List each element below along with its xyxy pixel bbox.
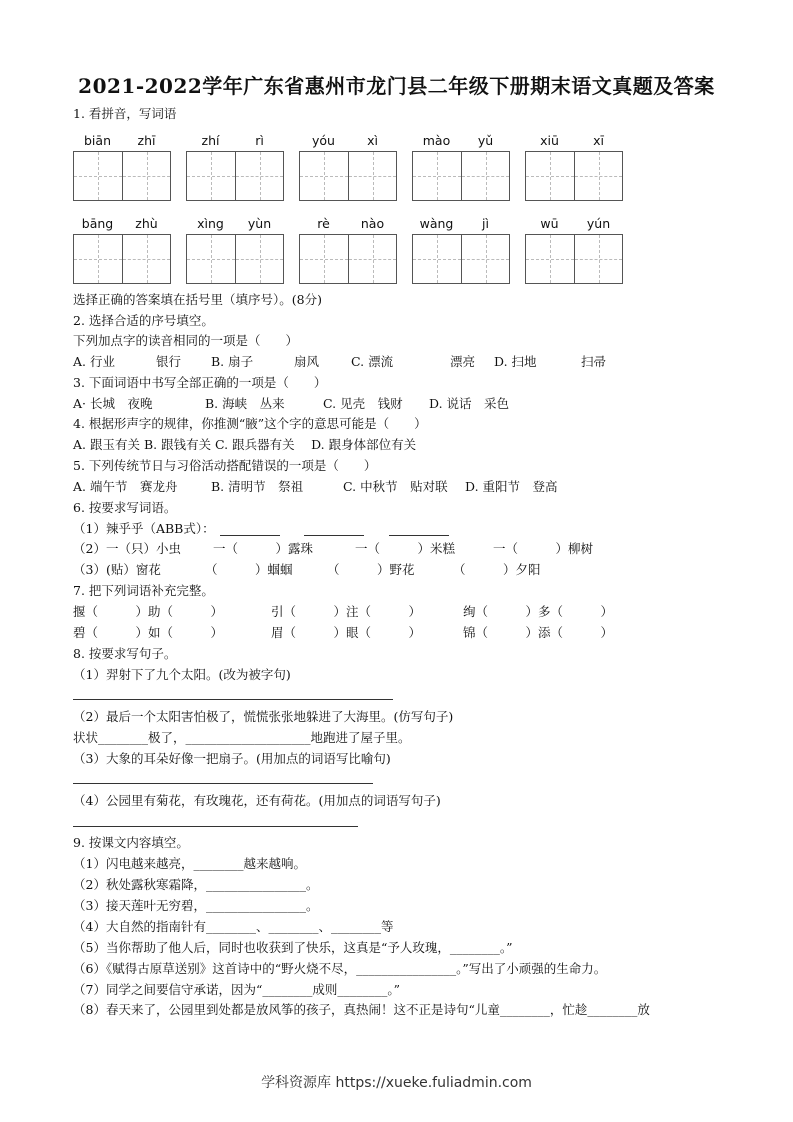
pinyin-label bbox=[186, 133, 284, 151]
q7-r1-a: 揠（ ）助（ ） bbox=[73, 604, 224, 619]
q3-opt-b: B. 海峡 丛来 bbox=[205, 396, 285, 411]
q6-l2-a: （2）一（只）小虫 bbox=[73, 541, 181, 556]
q9-item-3: （3）接天莲叶无穷碧，________________。 bbox=[73, 898, 319, 913]
answer-line bbox=[73, 783, 373, 784]
writing-cell[interactable] bbox=[461, 235, 510, 283]
writing-cell[interactable] bbox=[413, 152, 461, 200]
writing-grid bbox=[299, 234, 397, 284]
pinyin-syllable: zhí bbox=[201, 133, 220, 148]
q6-l2 bbox=[73, 541, 733, 557]
writing-cell[interactable] bbox=[526, 235, 574, 283]
q5-opt-a: A. 端午节 赛龙舟 bbox=[73, 479, 178, 494]
answer-blank bbox=[389, 535, 449, 536]
q2-opt-a2: 银行 bbox=[156, 354, 182, 369]
writing-cell[interactable] bbox=[235, 235, 284, 283]
q7-label: 7. 把下列词语补充完整。 bbox=[73, 583, 214, 598]
pinyin-word-group bbox=[73, 133, 171, 201]
q9-item-6: （6）《赋得古原草送别》这首诗中的“野火烧不尽，________________。”写出了小顽强的生命力。 bbox=[73, 961, 607, 976]
q6-l2-b: 一（ ）露珠 bbox=[213, 541, 314, 556]
pinyin-syllable: xī bbox=[593, 133, 604, 148]
q8-s3: （3）大象的耳朵好像一把扇子。(用加点的词语写比喻句) bbox=[73, 751, 391, 766]
q2-label: 2. 选择合适的序号填空。 bbox=[73, 313, 214, 328]
q3-opt-a: A· 长城 夜晚 bbox=[73, 396, 153, 411]
q9-label: 9. 按课文内容填空。 bbox=[73, 835, 189, 850]
pinyin-label bbox=[525, 216, 623, 234]
pinyin-syllable: xiū bbox=[540, 133, 559, 148]
q7-r2-a: 碧（ ）如（ ） bbox=[73, 625, 224, 640]
q9-item-1: （1）闪电越来越亮，________越来越响。 bbox=[73, 856, 306, 871]
answer-blank bbox=[220, 535, 280, 536]
writing-grid bbox=[73, 151, 171, 201]
q8-label: 8. 按要求写句子。 bbox=[73, 646, 177, 661]
writing-cell[interactable] bbox=[348, 235, 397, 283]
q2-options bbox=[73, 354, 733, 370]
q5-options bbox=[73, 479, 733, 495]
pinyin-label bbox=[299, 133, 397, 151]
pinyin-label bbox=[186, 216, 284, 234]
pinyin-word-group bbox=[525, 133, 623, 201]
q6-label: 6. 按要求写词语。 bbox=[73, 500, 177, 515]
pinyin-syllable: wàng bbox=[419, 216, 454, 231]
q6-l3-c: （ ）野花 bbox=[327, 562, 415, 577]
q2-opt-c2: 漂亮 bbox=[450, 354, 476, 369]
q6-l3-b: （ ）蝈蝈 bbox=[205, 562, 293, 577]
q9-item-8: （8）春天来了，公园里到处都是放风筝的孩子，真热闹！这不正是诗句“儿童________，忙趁________放 bbox=[73, 1002, 650, 1017]
q8-s4: （4）公园里有菊花，有玫瑰花，还有荷花。(用加点的词语写句子) bbox=[73, 793, 441, 808]
pinyin-label bbox=[525, 133, 623, 151]
q6-l3-a: （3）(贴）窗花 bbox=[73, 562, 161, 577]
pinyin-syllable: yǔ bbox=[477, 133, 494, 148]
pinyin-word-group bbox=[299, 216, 397, 284]
pinyin-label bbox=[412, 216, 510, 234]
writing-cell[interactable] bbox=[187, 235, 235, 283]
writing-grid bbox=[186, 151, 284, 201]
writing-grid bbox=[525, 151, 623, 201]
footer-watermark: 学科资源库 https://xueke.fuliadmin.com bbox=[261, 1075, 532, 1091]
pinyin-word-group bbox=[186, 133, 284, 201]
q8-s2b: 状状________极了，____________________地跑进了屋子里。 bbox=[73, 730, 411, 745]
pinyin-word-group bbox=[412, 216, 510, 284]
q6-l2-c: 一（ ）米糕 bbox=[355, 541, 456, 556]
q6-l1-text: （1）辣乎乎（ABB式）： bbox=[73, 521, 215, 536]
q2-opt-b2: 扇风 bbox=[294, 354, 320, 369]
q7-r2-b: 眉（ ）眼（ ） bbox=[271, 625, 422, 640]
q6-l2-d: 一（ ）柳树 bbox=[493, 541, 594, 556]
q4-options: A. 跟玉有关 B. 跟钱有关 C. 跟兵器有关 D. 跟身体部位有关 bbox=[73, 437, 417, 452]
pinyin-syllable: zhī bbox=[137, 133, 156, 148]
q3-opt-c: C. 见壳 钱财 bbox=[323, 396, 403, 411]
writing-cell[interactable] bbox=[74, 235, 122, 283]
q7-r2-c: 锦（ ）添（ ） bbox=[463, 625, 614, 640]
writing-grid bbox=[412, 234, 510, 284]
q8-s1: （1）羿射下了九个太阳。(改为被字句) bbox=[73, 667, 291, 682]
writing-cell[interactable] bbox=[300, 235, 348, 283]
pinyin-label bbox=[299, 216, 397, 234]
pinyin-word-group bbox=[525, 216, 623, 284]
q6-l1 bbox=[73, 521, 215, 537]
pinyin-word-group bbox=[412, 133, 510, 201]
writing-grid bbox=[73, 234, 171, 284]
q5-opt-b: B. 清明节 祭祖 bbox=[211, 479, 304, 494]
pinyin-word-group bbox=[186, 216, 284, 284]
q8-s2: （2）最后一个太阳害怕极了，慌慌张张地躲进了大海里。(仿写句子) bbox=[73, 709, 454, 724]
writing-cell[interactable] bbox=[574, 235, 623, 283]
writing-cell[interactable] bbox=[348, 152, 397, 200]
pinyin-syllable: yún bbox=[586, 216, 611, 231]
q2-opt-a1: A. 行业 bbox=[73, 354, 115, 369]
q3-label: 3. 下面词语中书写全部正确的一项是（ ） bbox=[73, 375, 327, 390]
q4-label: 4. 根据形声字的规律，你推测“腋”这个字的意思可能是（ ） bbox=[73, 416, 427, 431]
pinyin-word-group bbox=[73, 216, 171, 284]
writing-grid bbox=[186, 234, 284, 284]
answer-line bbox=[73, 699, 393, 700]
q7-r1-b: 引（ ）注（ ） bbox=[271, 604, 422, 619]
writing-cell[interactable] bbox=[574, 152, 623, 200]
q5-opt-c: C. 中秋节 贴对联 bbox=[343, 479, 448, 494]
pinyin-syllable: yùn bbox=[247, 216, 272, 231]
writing-cell[interactable] bbox=[122, 152, 171, 200]
q7-r1-c: 绚（ ）多（ ） bbox=[463, 604, 614, 619]
pinyin-label bbox=[73, 133, 171, 151]
writing-cell[interactable] bbox=[461, 152, 510, 200]
writing-grid bbox=[525, 234, 623, 284]
q1-label: 1. 看拼音，写词语 bbox=[73, 106, 177, 121]
q5-opt-d: D. 重阳节 登高 bbox=[465, 479, 558, 494]
q2-opt-d1: D. 扫地 bbox=[494, 354, 537, 369]
q2-opt-c1: C. 漂流 bbox=[351, 354, 394, 369]
pinyin-syllable: yóu bbox=[312, 133, 335, 148]
q6-l3-d: （ ）夕阳 bbox=[453, 562, 541, 577]
pinyin-syllable: wū bbox=[540, 216, 559, 231]
pinyin-label bbox=[412, 133, 510, 151]
writing-cell[interactable] bbox=[235, 152, 284, 200]
q2-opt-b1: B. 扇子 bbox=[211, 354, 254, 369]
answer-blank bbox=[304, 535, 364, 536]
writing-cell[interactable] bbox=[526, 152, 574, 200]
writing-grid bbox=[299, 151, 397, 201]
q7-r1 bbox=[73, 604, 733, 620]
pinyin-syllable: jì bbox=[482, 216, 489, 231]
pinyin-syllable: biān bbox=[84, 133, 111, 148]
q7-r2 bbox=[73, 625, 733, 641]
pinyin-syllable: bāng bbox=[81, 216, 114, 231]
writing-grid bbox=[412, 151, 510, 201]
q9-item-4: （4）大自然的指南针有________、________、________等 bbox=[73, 919, 394, 934]
q9-item-2: （2）秋处露秋寒霜降，________________。 bbox=[73, 877, 319, 892]
pinyin-row-1 bbox=[73, 133, 733, 205]
q6-l3 bbox=[73, 562, 733, 578]
q9-item-7: （7）同学之间要信守承诺，因为“________成则________。” bbox=[73, 982, 400, 997]
page-title: 2021-2022学年广东省惠州市龙门县二年级下册期末语文真题及答案 bbox=[78, 74, 715, 98]
q9-item-5: （5）当你帮助了他人后，同时也收获到了快乐，这真是“予人玫瑰，________。” bbox=[73, 940, 513, 955]
writing-cell[interactable] bbox=[74, 152, 122, 200]
writing-cell[interactable] bbox=[300, 152, 348, 200]
pinyin-syllable: zhù bbox=[135, 216, 158, 231]
section-note: 选择正确的答案填在括号里（填序号）。(8分) bbox=[73, 292, 322, 307]
q3-options bbox=[73, 396, 733, 412]
pinyin-label bbox=[73, 216, 171, 234]
answer-line bbox=[73, 826, 358, 827]
writing-cell[interactable] bbox=[122, 235, 171, 283]
writing-cell[interactable] bbox=[413, 235, 461, 283]
q3-opt-d: D. 说话 采色 bbox=[429, 396, 510, 411]
q2-sub: 下列加点字的读音相同的一项是（ ） bbox=[73, 333, 299, 348]
pinyin-word-group bbox=[299, 133, 397, 201]
pinyin-syllable: mào bbox=[422, 133, 451, 148]
q5-label: 5. 下列传统节日与习俗活动搭配错误的一项是（ ） bbox=[73, 458, 377, 473]
pinyin-syllable: rì bbox=[255, 133, 264, 148]
pinyin-syllable: nào bbox=[360, 216, 385, 231]
pinyin-syllable: rè bbox=[317, 216, 330, 231]
writing-cell[interactable] bbox=[187, 152, 235, 200]
q2-opt-d2: 扫帚 bbox=[581, 354, 607, 369]
pinyin-syllable: xìng bbox=[197, 216, 224, 231]
pinyin-row-2 bbox=[73, 216, 733, 288]
pinyin-syllable: xì bbox=[367, 133, 378, 148]
